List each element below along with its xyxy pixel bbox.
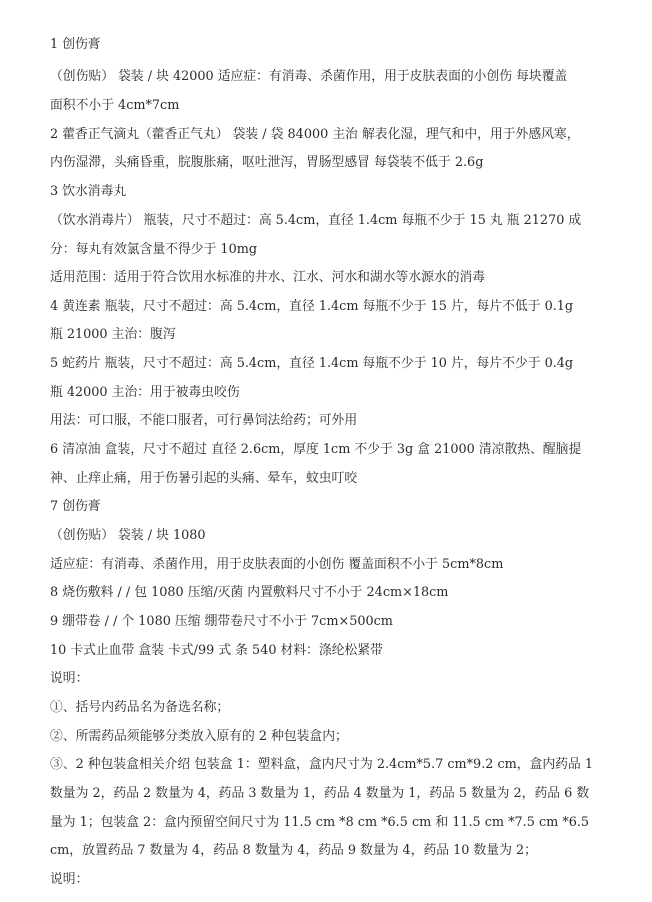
line-item5-cont: 瓶 42000 主治：用于被毒虫咬伤	[50, 385, 240, 400]
line-item8: 8 烧伤敷料 / / 包 1080 压缩/灭菌 内置敷料尺寸不小于 24cm×18cm	[50, 585, 449, 600]
line-note-2: ②、所需药品须能够分类放入原有的 2 种包装盒内；	[50, 729, 348, 744]
line-notes-heading-2: 说明：	[50, 872, 89, 887]
line-item7-desc: （创伤贴） 袋装 / 块 1080	[50, 528, 206, 543]
line-item3-title: 3 饮水消毒丸	[50, 184, 127, 199]
line-item10: 10 卡式止血带 盒装 卡式/99 式 条 540 材料：涤纶松紧带	[50, 643, 383, 658]
line-item1-desc-cont: 面积不小于 4cm*7cm	[50, 98, 180, 113]
line-item7-title: 7 创伤膏	[50, 499, 101, 514]
line-item6-cont: 神、止痒止痛，用于伤暑引起的头痛、晕车，蚊虫叮咬	[50, 471, 358, 486]
line-item5: 5 蛇药片 瓶装，尺寸不超过：高 5.4cm，直径 1.4cm 每瓶不少于 10 片，每片不少于 0.4g	[50, 356, 574, 371]
line-note-3: ③、2 种包装盒相关介绍 包装盒 1：塑料盒，盒内尺寸为 2.4cm*5.7 cm*9.2 cm，盒内药品 1	[50, 757, 593, 772]
line-item4-cont: 瓶 21000 主治：腹泻	[50, 327, 176, 342]
line-item3-scope: 适用范围：适用于符合饮用水标准的井水、江水、河水和湖水等水源水的消毒	[50, 270, 486, 285]
line-notes-heading: 说明：	[50, 671, 89, 686]
line-item9: 9 绷带卷 / / 个 1080 压缩 绷带卷尺寸不小于 7cm×500cm	[50, 614, 393, 629]
line-item3-desc-cont: 分：每丸有效氯含量不得少于 10mg	[50, 242, 258, 257]
line-item2-title: 2 藿香正气滴丸（藿香正气丸） 袋装 / 袋 84000 主治 解表化湿，理气和中，用于外感风寒，	[50, 127, 580, 142]
line-note-3-cont-1: 数量为 2，药品 2 数量为 4，药品 3 数量为 1，药品 4 数量为 1，药品 5 数量为 2，药品 6 数	[50, 786, 590, 801]
line-note-1: ①、括号内药品名为备选名称；	[50, 700, 230, 715]
line-item7-indication: 适应症：有消毒、杀菌作用，用于皮肤表面的小创伤 覆盖面积不小于 5cm*8cm	[50, 557, 504, 572]
line-item6: 6 清凉油 盒装，尺寸不超过 直径 2.6cm，厚度 1cm 不少于 3g 盒 21000 清凉散热、醒脑提	[50, 442, 582, 457]
line-item4: 4 黄连素 瓶装，尺寸不超过：高 5.4cm，直径 1.4cm 每瓶不少于 15 片，每片不低于 0.1g	[50, 299, 574, 314]
line-note-3-cont-2: 量为 1；包装盒 2：盒内预留空间尺寸为 11.5 cm *8 cm *6.5 cm 和 11.5 cm *7.5 cm *6.5	[50, 815, 590, 830]
line-item3-desc: （饮水消毒片） 瓶装，尺寸不超过：高 5.4cm，直径 1.4cm 每瓶不少于 15 丸 瓶 21270 成	[50, 213, 582, 228]
line-item1-desc: （创伤贴） 袋装 / 块 42000 适应症：有消毒、杀菌作用，用于皮肤表面的小创伤 每块覆盖	[50, 69, 568, 84]
line-item2-desc: 内伤湿滞，头痛昏重，脘腹胀痛，呕吐泄泻，胃肠型感冒 每袋装不低于 2.6g	[50, 155, 484, 170]
line-note-3-cont-3: cm，放置药品 7 数量为 4，药品 8 数量为 4，药品 9 数量为 4，药品 10 数量为 2；	[50, 843, 537, 858]
line-item1-title: 1 创伤膏	[50, 37, 101, 52]
line-item5-usage: 用法：可口服，不能口服者，可行鼻饲法给药；可外用	[50, 413, 358, 428]
